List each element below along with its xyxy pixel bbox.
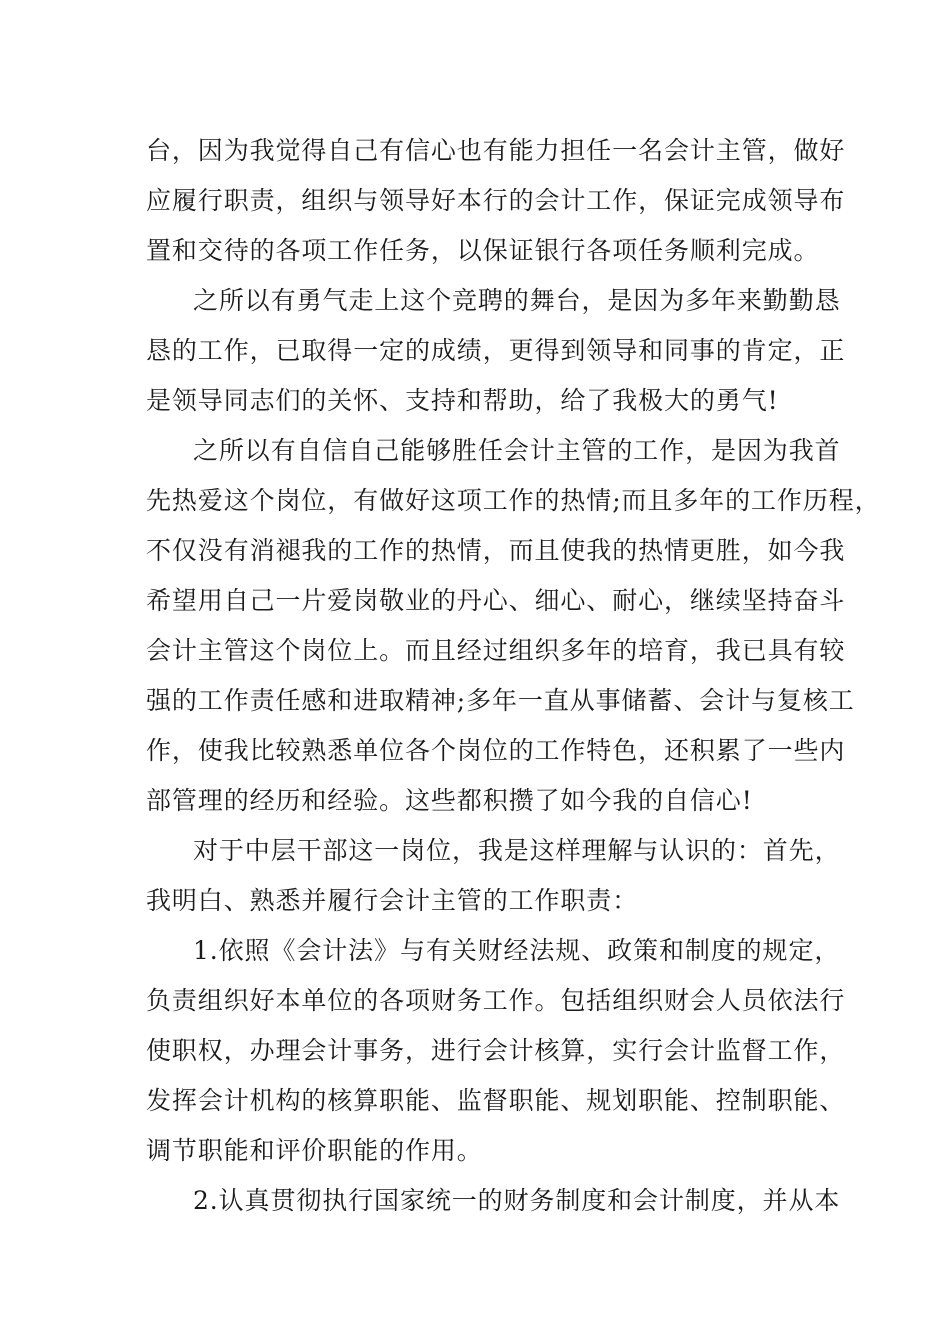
text-line: 置和交待的各项工作任务，以保证银行各项任务顺利完成。: [146, 236, 820, 265]
text-line: 不仅没有消褪我的工作的热情，而且使我的热情更胜，如今我: [146, 536, 846, 565]
text-line: 会计主管这个岗位上。而且经过组织多年的培育，我已具有较: [146, 636, 846, 665]
text-line: 是领导同志们的关怀、支持和帮助，给了我极大的勇气!: [146, 386, 779, 415]
text-line: 希望用自己一片爱岗敬业的丹心、细心、耐心，继续坚持奋斗: [146, 586, 846, 615]
text-line: 应履行职责，组织与领导好本行的会计工作，保证完成领导布: [146, 186, 846, 215]
text-line: 发挥会计机构的核算职能、监督职能、规划职能、控制职能、: [146, 1086, 846, 1115]
list-item-2-line: 2.认真贯彻执行国家统一的财务制度和会计制度，并从本: [193, 1186, 841, 1215]
paragraph-start-line: 之所以有自信自己能够胜任会计主管的工作，是因为我首: [193, 436, 841, 465]
text-line: 调节职能和评价职能的作用。: [146, 1136, 483, 1165]
text-line: 强的工作责任感和进取精神;多年一直从事储蓄、会计与复核工: [146, 686, 855, 715]
text-line: 我明白、熟悉并履行会计主管的工作职责：: [146, 886, 639, 915]
list-item-1-line: 1.依照《会计法》与有关财经法规、政策和制度的规定，: [193, 936, 841, 965]
text-line: 先热爱这个岗位，有做好这项工作的热情;而且多年的工作历程，: [146, 486, 881, 515]
text-line: 作，使我比较熟悉单位各个岗位的工作特色，还积累了一些内: [146, 736, 846, 765]
text-line: 负责组织好本单位的各项财务工作。包括组织财会人员依法行: [146, 986, 846, 1015]
text-line: 台，因为我觉得自己有信心也有能力担任一名会计主管，做好: [146, 136, 846, 165]
text-line: 使职权，办理会计事务，进行会计核算，实行会计监督工作，: [146, 1036, 846, 1065]
text-line: 部管理的经历和经验。这些都积攒了如今我的自信心!: [146, 786, 753, 815]
text-line: 恳的工作，已取得一定的成绩，更得到领导和同事的肯定，正: [146, 336, 846, 365]
paragraph-start-line: 对于中层干部这一岗位，我是这样理解与认识的：首先，: [193, 836, 841, 865]
paragraph-start-line: 之所以有勇气走上这个竞聘的舞台，是因为多年来勤勤恳: [193, 286, 841, 315]
